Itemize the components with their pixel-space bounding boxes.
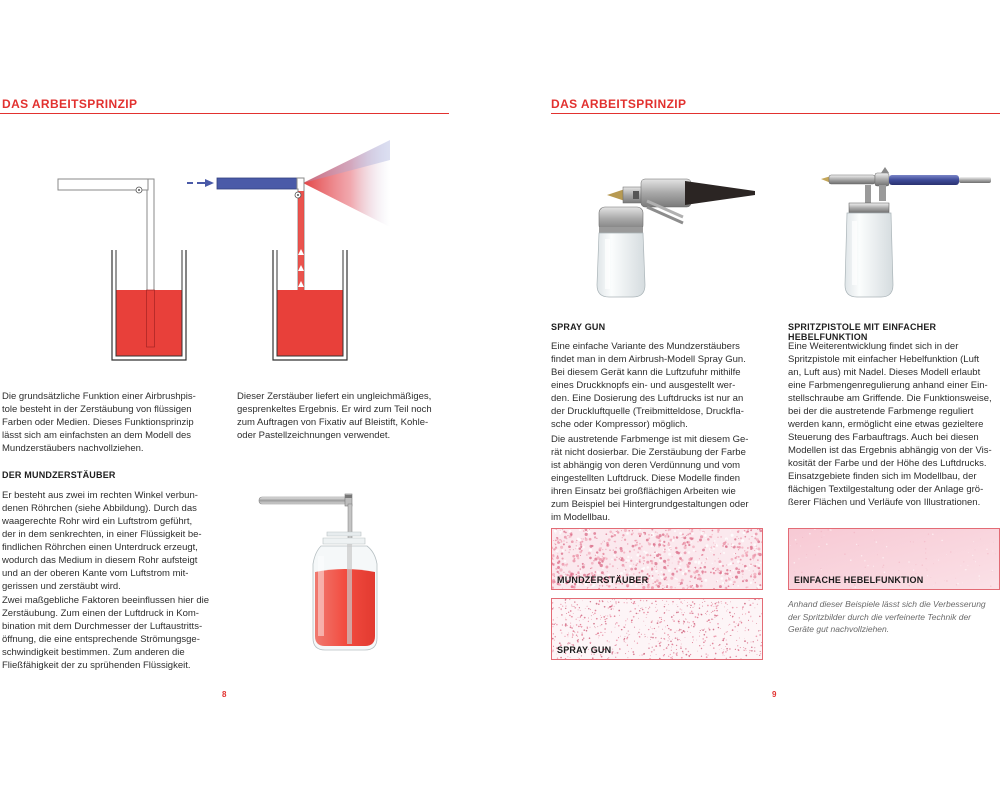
- spray-gun-photo: [585, 165, 760, 305]
- spray-gun-para-1: Eine einfache Variante des Mundzerstäubers findet man in dem Airbrush-Modell Spray Gun. Bei diesem Gerät kann die Luftzufuhr mithilfe eines Druckknopfs ein- und ausgestellt wer- den. Eine Dosierung des Luftdrucks ist nur an der Druckluftquelle (Treibmitteldose, Druckfla- sche oder Kompressor) möglich.: [551, 341, 746, 430]
- left-title-rule: [0, 113, 449, 114]
- sample-mundzerstaeuber: [551, 528, 763, 590]
- left-intro-col2: Dieser Zerstäuber liefert ein ungleichmäßiges, gesprenkeltes Ergebnis. Er wird zum Teil noch zum Auftragen von Fixativ auf Bleistift, Kohle- oder Pastellzeichnungen verwendet.: [237, 391, 432, 441]
- right-page-number: 9: [772, 690, 777, 699]
- left-page-number: 8: [222, 690, 227, 699]
- samples-caption: Anhand dieser Beispiele lässt sich die Verbesserung der Spritzbilder durch die verfeinerte Technik der Geräte gut nachvollziehen.: [788, 599, 986, 634]
- mundzerstaeuber-para-2: Zwei maßgebliche Faktoren beeinflussen hier die Zerstäubung. Zum einen der Luftdruck in Kom- bination mit dem Durchmesser der Luftaustritts- öffnung, die eine entsprechende Strömungsge- schwindigkeit bestimmen. Zum anderen die Fließfähigkeit der zu sprühenden Flüssigkeit.: [2, 595, 209, 671]
- principle-diagram-active: [185, 135, 395, 375]
- spray-gun-heading: SPRAY GUN: [551, 322, 606, 332]
- mundzerstaeuber-para-1: Er besteht aus zwei im rechten Winkel verbun- denen Röhrchen (siehe Abbildung). Durch das waagerechte Rohr wird ein Luftstrom geführt, der in dem senkrechten, in einer Flüssigkeit be- findlichen Röhrchen einen Unterdruck erzeugt, wodurch das Medium in diesem Rohr aufsteigt und an der oberen Kante vom Luftstrom mit- gerissen und zerstäubt wird.: [2, 490, 202, 592]
- lever-airbrush-photo: [815, 165, 995, 305]
- left-intro-col1: Die grundsätzliche Funktion einer Airbrushpis- tole besteht in der Zerstäubung von flüssigen Farben oder Medien. Dieses Funktionsprinzip lässt sich am einfachsten an dem Modell des Mundzerstäubers nachvollziehen.: [2, 391, 196, 454]
- spray-gun-para-2: Die austretende Farbmenge ist mit diesem Ge- rät nicht dosierbar. Die Zerstäubung der Farbe ist abhängig von deren Verdünnung und vom eingestellten Luftdruck. Diese Modelle finden ihren Einsatz bei großflächigen Arbeiten wie zum Beispiel bei Hintergrundgestaltungen oder im Modellbau.: [551, 434, 749, 523]
- sample-label-mundzerstaeuber: MUNDZERSTÄUBER: [557, 575, 649, 585]
- sample-label-spray-gun: SPRAY GUN: [557, 645, 612, 655]
- lever-gun-heading: SPRITZPISTOLE MIT EINFACHER HEBELFUNKTION: [788, 322, 937, 342]
- mouth-atomizer-photo: [255, 490, 400, 660]
- sample-hebelfunktion: [788, 528, 1000, 590]
- left-section-title: DAS ARBEITSPRINZIP: [2, 97, 138, 111]
- sample-label-hebelfunktion: EINFACHE HEBELFUNKTION: [794, 575, 924, 585]
- sample-spray-gun: [551, 598, 763, 660]
- lever-gun-para: Eine Weiterentwicklung findet sich in der Spritzpistole mit einfacher Hebelfunktion (Luft an, Luft aus) mit Nadel. Dieses Modell erlaubt eine Farbmengenregulierung anhand einer Ein- stellschraube am Griffende. Die Funktionsweise, bei der die austretende Farbmenge reguliert werden kann, ermöglicht eine etwas gezieltere Steuerung des Farbauftrags. Auch bei diesen Modellen ist das Ergebnis abhängig von der Vis- kosität der Farbe und der Höhe des Luftdrucks. Einsatzgebiete finden sich im Modellbau, der flächigen Textilgestaltung oder der Anlage grö- ßerer Flächen und Verläufe von Illustrationen.: [788, 341, 992, 508]
- mundzerstaeuber-heading: DER MUNDZERSTÄUBER: [2, 470, 116, 480]
- right-section-title: DAS ARBEITSPRINZIP: [551, 97, 687, 111]
- right-title-rule: [551, 113, 1000, 114]
- principle-diagram-idle: [50, 170, 200, 370]
